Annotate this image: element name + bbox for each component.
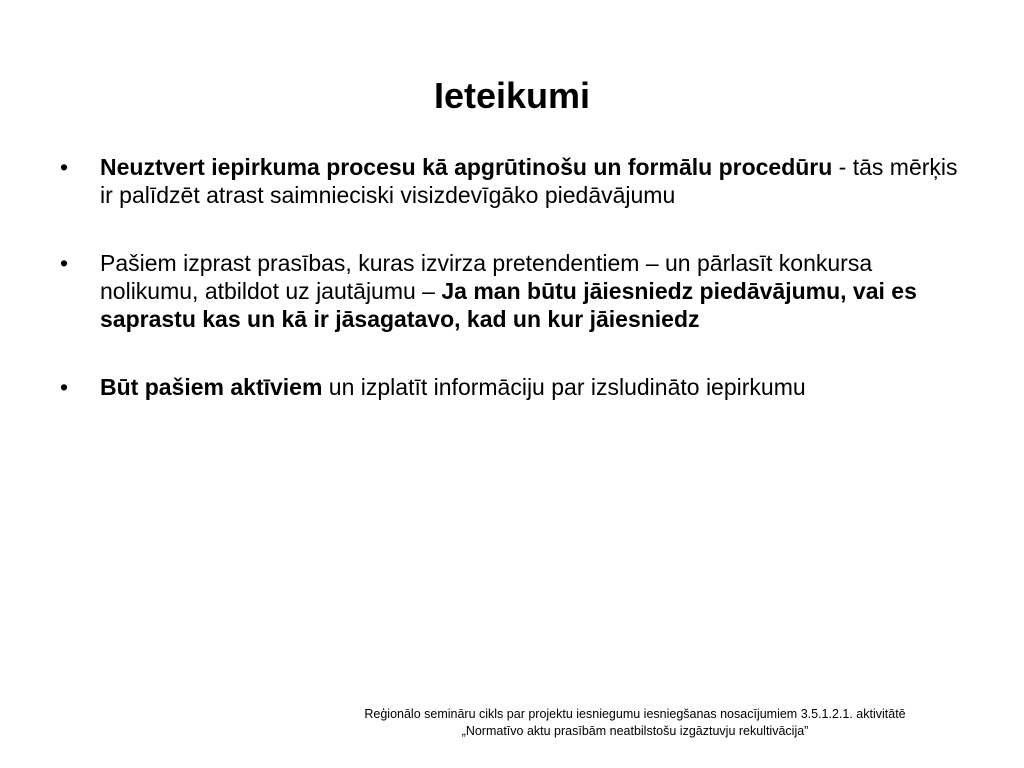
bullet-2-bold-text: Ja man būtu jāiesniedz piedāvājumu, vai es saprastu kas un kā ir jāsagatavo, kad un kur jāiesniedz (100, 278, 917, 332)
bullet-item-3 (60, 373, 970, 401)
slide-footer (300, 706, 970, 740)
bullet-marker-icon: • (60, 250, 69, 276)
bullet-marker-icon: • (60, 374, 69, 400)
bullet-marker-icon: • (60, 154, 69, 180)
bullet-item-2 (60, 249, 970, 333)
footer-line-1: Reģionālo semināru cikls par projektu iesniegumu iesniegšanas nosacījumiem 3.5.1.2.1. aktivitātē (364, 707, 906, 721)
footer-line-2: „Normatīvo aktu prasībām neatbilstošu izgāztuvju rekultivācija” (461, 724, 809, 738)
bullet-3-text: un izplatīt informāciju par izsludināto iepirkumu (322, 374, 806, 400)
slide-title: Ieteikumi (433, 75, 591, 116)
bullet-1-bold-text: Neuztvert iepirkuma procesu kā apgrūtinošu un formālu procedūru (100, 154, 833, 180)
bullet-1-text: - tās mērķis ir palīdzēt atrast saimnieciski visizdevīgāko piedāvājumu (100, 154, 958, 208)
bullet-2-text: Pašiem izprast prasības, kuras izvirza pretendentiem – un pārlasīt konkursa nolikumu, atbildot uz jautājumu – (100, 250, 873, 304)
bullet-3-bold-text: Būt pašiem aktīviem (100, 374, 323, 400)
bullet-list (60, 153, 970, 441)
bullet-item-1 (60, 153, 970, 209)
